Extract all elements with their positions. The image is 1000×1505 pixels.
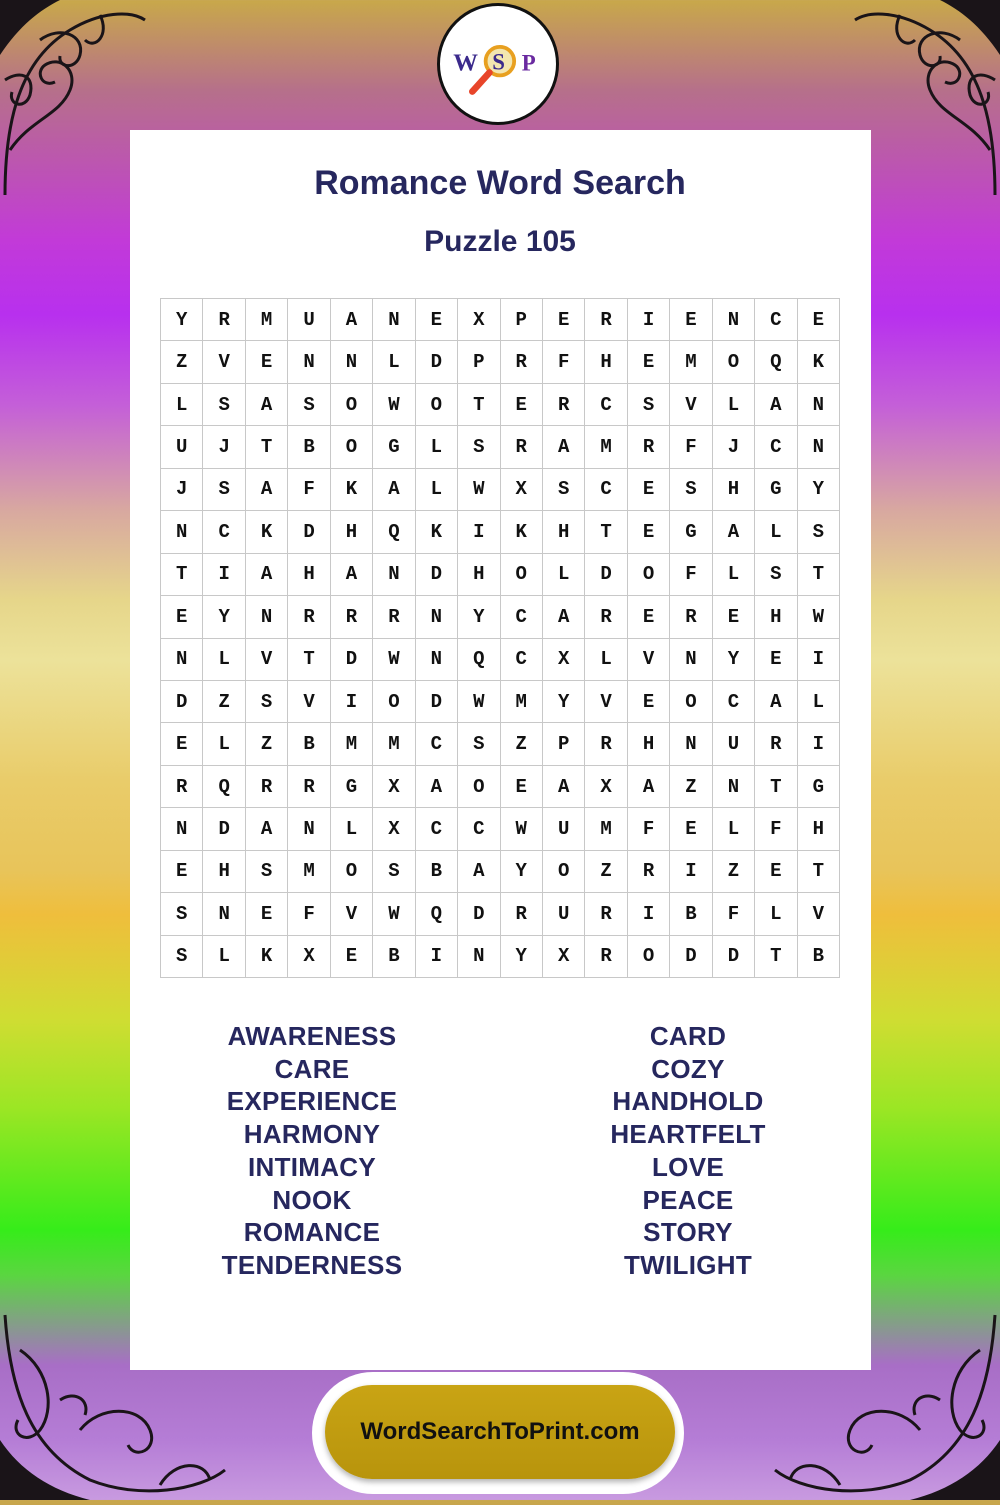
grid-cell[interactable]: C xyxy=(585,384,627,426)
word-list-item: ROMANCE xyxy=(243,1217,381,1248)
grid-cell[interactable]: E xyxy=(670,299,712,341)
grid-cell[interactable]: A xyxy=(373,469,415,511)
grid-cell[interactable]: I xyxy=(203,554,245,596)
grid-cell[interactable]: G xyxy=(755,469,797,511)
grid-cell[interactable]: A xyxy=(246,808,288,850)
grid-cell[interactable]: A xyxy=(543,426,585,468)
grid-cell[interactable]: N xyxy=(373,299,415,341)
grid-cell[interactable]: T xyxy=(585,511,627,553)
word-list-left xyxy=(162,1020,462,1282)
grid-cell[interactable]: E xyxy=(798,299,840,341)
logo-letter-p: P xyxy=(521,50,536,76)
grid-cell[interactable]: P xyxy=(501,299,543,341)
grid-cell[interactable]: L xyxy=(416,426,458,468)
grid-cell[interactable]: H xyxy=(713,469,755,511)
grid-cell[interactable]: R xyxy=(543,384,585,426)
grid-cell[interactable]: W xyxy=(798,596,840,638)
grid-cell[interactable]: N xyxy=(246,596,288,638)
grid-cell[interactable]: L xyxy=(203,639,245,681)
word-list-item: COZY xyxy=(651,1053,725,1084)
word-list-item: TENDERNESS xyxy=(221,1249,403,1280)
grid-cell[interactable]: O xyxy=(628,936,670,978)
grid-cell[interactable]: P xyxy=(543,723,585,765)
grid-cell[interactable]: I xyxy=(628,299,670,341)
grid-cell[interactable]: M xyxy=(585,808,627,850)
grid-cell[interactable]: Q xyxy=(755,341,797,383)
grid-cell[interactable]: T xyxy=(458,384,500,426)
grid-cell[interactable]: R xyxy=(288,596,330,638)
grid-cell[interactable]: F xyxy=(670,554,712,596)
grid-cell[interactable]: O xyxy=(331,426,373,468)
grid-cell[interactable]: E xyxy=(161,723,203,765)
word-list-item: CARE xyxy=(274,1053,350,1084)
grid-cell[interactable]: I xyxy=(670,851,712,893)
grid-cell[interactable]: N xyxy=(161,511,203,553)
grid-cell[interactable]: M xyxy=(373,723,415,765)
grid-cell[interactable]: A xyxy=(755,681,797,723)
grid-cell[interactable]: Q xyxy=(416,893,458,935)
grid-cell[interactable]: C xyxy=(203,511,245,553)
grid-cell[interactable]: L xyxy=(203,936,245,978)
grid-cell[interactable]: D xyxy=(585,554,627,596)
grid-cell[interactable]: V xyxy=(288,681,330,723)
grid-cell[interactable]: T xyxy=(798,851,840,893)
grid-cell[interactable]: X xyxy=(373,766,415,808)
grid-cell[interactable]: O xyxy=(628,554,670,596)
grid-cell[interactable]: V xyxy=(670,384,712,426)
grid-cell[interactable]: N xyxy=(373,554,415,596)
grid-cell[interactable]: L xyxy=(798,681,840,723)
grid-cell[interactable]: R xyxy=(331,596,373,638)
grid-cell[interactable]: K xyxy=(331,469,373,511)
grid-cell[interactable]: R xyxy=(585,299,627,341)
grid-cell[interactable]: R xyxy=(288,766,330,808)
grid-cell[interactable]: B xyxy=(670,893,712,935)
grid-cell[interactable]: S xyxy=(373,851,415,893)
grid-cell[interactable]: L xyxy=(755,893,797,935)
grid-cell[interactable]: S xyxy=(755,554,797,596)
grid-cell[interactable]: F xyxy=(628,808,670,850)
grid-cell[interactable]: K xyxy=(501,511,543,553)
grid-cell[interactable]: V xyxy=(628,639,670,681)
grid-cell[interactable]: E xyxy=(501,766,543,808)
grid-cell[interactable]: N xyxy=(161,639,203,681)
grid-cell[interactable]: A xyxy=(458,851,500,893)
grid-cell[interactable]: S xyxy=(161,936,203,978)
grid-cell[interactable]: N xyxy=(161,808,203,850)
grid-cell[interactable]: R xyxy=(628,426,670,468)
grid-cell[interactable]: S xyxy=(288,384,330,426)
grid-cell[interactable]: L xyxy=(755,511,797,553)
grid-cell[interactable]: F xyxy=(713,893,755,935)
grid-cell[interactable]: N xyxy=(798,384,840,426)
grid-cell[interactable]: H xyxy=(543,511,585,553)
grid-cell[interactable]: A xyxy=(331,554,373,596)
grid-cell[interactable]: R xyxy=(373,596,415,638)
grid-cell[interactable]: W xyxy=(501,808,543,850)
grid-cell[interactable]: R xyxy=(501,341,543,383)
grid-cell[interactable]: N xyxy=(416,639,458,681)
grid-cell[interactable]: L xyxy=(713,554,755,596)
grid-cell[interactable]: S xyxy=(458,426,500,468)
grid-cell[interactable]: W xyxy=(373,384,415,426)
grid-cell[interactable]: N xyxy=(713,299,755,341)
grid-cell[interactable]: A xyxy=(543,596,585,638)
grid-cell[interactable]: N xyxy=(416,596,458,638)
grid-cell[interactable]: L xyxy=(713,384,755,426)
grid-cell[interactable]: H xyxy=(203,851,245,893)
grid-cell[interactable]: I xyxy=(331,681,373,723)
grid-cell[interactable]: W xyxy=(458,469,500,511)
grid-cell[interactable]: L xyxy=(585,639,627,681)
grid-cell[interactable]: V xyxy=(203,341,245,383)
grid-cell[interactable]: C xyxy=(416,723,458,765)
grid-cell[interactable]: C xyxy=(755,426,797,468)
grid-cell[interactable]: R xyxy=(501,426,543,468)
grid-cell[interactable]: K xyxy=(246,511,288,553)
footer-site-label: WordSearchToPrint.com xyxy=(360,1418,640,1445)
grid-cell[interactable]: T xyxy=(161,554,203,596)
grid-cell[interactable]: E xyxy=(713,596,755,638)
puzzle-number: Puzzle 105 xyxy=(424,225,576,258)
page-title: Romance Word Search xyxy=(314,164,686,202)
grid-cell[interactable]: A xyxy=(416,766,458,808)
grid-cell[interactable]: H xyxy=(585,341,627,383)
grid-cell[interactable]: R xyxy=(755,723,797,765)
grid-cell[interactable]: Y xyxy=(203,596,245,638)
grid-cell[interactable]: F xyxy=(755,808,797,850)
word-list-item: INTIMACY xyxy=(247,1151,377,1182)
grid-cell[interactable]: I xyxy=(416,936,458,978)
grid-cell[interactable]: E xyxy=(416,299,458,341)
grid-cell[interactable]: F xyxy=(288,469,330,511)
grid-cell[interactable]: M xyxy=(670,341,712,383)
logo-letter-w: W xyxy=(453,49,479,77)
footer-site-button[interactable] xyxy=(325,1385,675,1479)
grid-cell[interactable]: O xyxy=(458,766,500,808)
grid-cell[interactable]: A xyxy=(246,469,288,511)
grid-cell[interactable]: P xyxy=(458,341,500,383)
grid-cell[interactable]: M xyxy=(331,723,373,765)
word-list-item: AWARENESS xyxy=(227,1021,397,1051)
grid-cell[interactable]: M xyxy=(585,426,627,468)
grid-cell[interactable]: Z xyxy=(670,766,712,808)
grid-cell[interactable]: Z xyxy=(161,341,203,383)
grid-cell[interactable]: C xyxy=(501,639,543,681)
grid-cell[interactable]: W xyxy=(373,639,415,681)
grid-cell[interactable]: A xyxy=(246,384,288,426)
grid-cell[interactable]: Z xyxy=(203,681,245,723)
grid-cell[interactable]: D xyxy=(670,936,712,978)
grid-cell[interactable]: X xyxy=(458,299,500,341)
grid-cell[interactable]: E xyxy=(755,851,797,893)
grid-cell[interactable]: G xyxy=(670,511,712,553)
grid-cell[interactable]: E xyxy=(628,511,670,553)
word-list-item: HEARTFELT xyxy=(610,1119,766,1150)
grid-cell[interactable]: O xyxy=(713,341,755,383)
grid-cell[interactable]: K xyxy=(798,341,840,383)
grid-cell[interactable]: R xyxy=(628,851,670,893)
grid-cell[interactable]: R xyxy=(670,596,712,638)
grid-cell[interactable]: N xyxy=(670,723,712,765)
grid-cell[interactable]: E xyxy=(161,596,203,638)
grid-cell[interactable]: Y xyxy=(501,936,543,978)
grid-cell[interactable]: U xyxy=(713,723,755,765)
grid-cell[interactable]: L xyxy=(713,808,755,850)
grid-cell[interactable]: R xyxy=(246,766,288,808)
grid-cell[interactable]: A xyxy=(331,299,373,341)
word-list-item: CARD xyxy=(649,1021,727,1051)
grid-cell[interactable]: V xyxy=(798,893,840,935)
grid-cell[interactable]: T xyxy=(246,426,288,468)
grid-cell[interactable]: E xyxy=(331,936,373,978)
word-list-right xyxy=(538,1020,838,1282)
grid-cell[interactable]: C xyxy=(458,808,500,850)
grid-cell[interactable]: L xyxy=(543,554,585,596)
grid-cell[interactable]: D xyxy=(203,808,245,850)
grid-cell[interactable]: N xyxy=(288,808,330,850)
grid-cell[interactable]: O xyxy=(501,554,543,596)
grid-cell[interactable]: N xyxy=(670,639,712,681)
grid-cell[interactable]: Q xyxy=(458,639,500,681)
grid-cell[interactable]: I xyxy=(798,723,840,765)
grid-cell[interactable]: D xyxy=(161,681,203,723)
grid-cell[interactable]: E xyxy=(501,384,543,426)
grid-cell[interactable]: N xyxy=(331,341,373,383)
logo-letter-s: S xyxy=(492,49,505,75)
grid-cell[interactable]: L xyxy=(416,469,458,511)
grid-cell[interactable]: B xyxy=(373,936,415,978)
grid-cell[interactable]: U xyxy=(161,426,203,468)
grid-cell[interactable]: K xyxy=(416,511,458,553)
grid-cell[interactable]: G xyxy=(373,426,415,468)
grid-cell[interactable]: T xyxy=(755,936,797,978)
grid-cell[interactable]: W xyxy=(458,681,500,723)
grid-cell[interactable]: N xyxy=(203,893,245,935)
grid-cell[interactable]: O xyxy=(416,384,458,426)
grid-cell[interactable]: D xyxy=(416,681,458,723)
grid-cell[interactable]: H xyxy=(288,554,330,596)
grid-cell[interactable]: Y xyxy=(798,469,840,511)
grid-cell[interactable]: R xyxy=(203,299,245,341)
grid-cell[interactable]: W xyxy=(373,893,415,935)
grid-cell[interactable]: E xyxy=(755,639,797,681)
grid-cell[interactable]: M xyxy=(501,681,543,723)
grid-cell[interactable]: Z xyxy=(585,851,627,893)
grid-cell[interactable]: J xyxy=(161,469,203,511)
grid-cell[interactable]: C xyxy=(755,299,797,341)
grid-cell[interactable]: C xyxy=(585,469,627,511)
grid-cell[interactable]: B xyxy=(416,851,458,893)
grid-cell[interactable]: R xyxy=(585,596,627,638)
grid-cell[interactable]: D xyxy=(288,511,330,553)
grid-cell[interactable]: L xyxy=(331,808,373,850)
grid-cell[interactable]: D xyxy=(458,893,500,935)
grid-cell[interactable]: Y xyxy=(458,596,500,638)
grid-cell[interactable]: D xyxy=(416,341,458,383)
grid-cell[interactable]: R xyxy=(585,723,627,765)
grid-cell[interactable]: Y xyxy=(543,681,585,723)
grid-cell[interactable]: H xyxy=(458,554,500,596)
grid-cell[interactable]: O xyxy=(331,851,373,893)
grid-cell[interactable]: F xyxy=(670,426,712,468)
grid-cell[interactable]: F xyxy=(543,341,585,383)
grid-cell[interactable]: R xyxy=(585,893,627,935)
grid-cell[interactable]: H xyxy=(798,808,840,850)
grid-cell[interactable]: L xyxy=(373,341,415,383)
grid-cell[interactable]: E xyxy=(246,341,288,383)
grid-cell[interactable]: Q xyxy=(373,511,415,553)
grid-cell[interactable]: D xyxy=(416,554,458,596)
grid-cell[interactable]: S xyxy=(161,893,203,935)
grid-cell[interactable]: I xyxy=(628,893,670,935)
word-list-item: PEACE xyxy=(642,1184,734,1215)
grid-cell[interactable]: J xyxy=(203,426,245,468)
grid-cell[interactable]: O xyxy=(670,681,712,723)
grid-cell[interactable]: E xyxy=(628,341,670,383)
letter-grid[interactable] xyxy=(160,298,840,978)
grid-cell[interactable]: U xyxy=(288,299,330,341)
grid-cell[interactable]: C xyxy=(501,596,543,638)
grid-cell[interactable]: S xyxy=(458,723,500,765)
grid-cell[interactable]: A xyxy=(246,554,288,596)
grid-cell[interactable]: S xyxy=(246,681,288,723)
grid-cell[interactable]: N xyxy=(798,426,840,468)
word-list-item: EXPERIENCE xyxy=(226,1086,398,1117)
grid-cell[interactable]: M xyxy=(246,299,288,341)
grid-cell[interactable]: X xyxy=(288,936,330,978)
word-list-item: STORY xyxy=(643,1217,733,1248)
grid-cell[interactable]: N xyxy=(713,766,755,808)
grid-cell[interactable]: X xyxy=(585,766,627,808)
grid-cell[interactable]: U xyxy=(543,893,585,935)
grid-cell[interactable]: N xyxy=(458,936,500,978)
grid-cell[interactable]: D xyxy=(713,936,755,978)
grid-cell[interactable]: S xyxy=(543,469,585,511)
grid-cell[interactable]: M xyxy=(288,851,330,893)
grid-cell[interactable]: S xyxy=(628,384,670,426)
word-list-item: TWILIGHT xyxy=(623,1249,753,1280)
grid-cell[interactable]: A xyxy=(543,766,585,808)
grid-cell[interactable]: V xyxy=(331,893,373,935)
grid-cell[interactable]: Z xyxy=(501,723,543,765)
grid-cell[interactable]: B xyxy=(288,723,330,765)
grid-cell[interactable]: J xyxy=(713,426,755,468)
grid-cell[interactable]: E xyxy=(628,681,670,723)
grid-cell[interactable]: E xyxy=(246,893,288,935)
grid-cell[interactable]: S xyxy=(670,469,712,511)
grid-cell[interactable]: S xyxy=(798,511,840,553)
word-list-item: NOOK xyxy=(272,1184,352,1215)
grid-cell[interactable]: A xyxy=(755,384,797,426)
grid-cell[interactable]: O xyxy=(543,851,585,893)
grid-cell[interactable]: D xyxy=(331,639,373,681)
grid-cell[interactable]: R xyxy=(161,766,203,808)
grid-cell[interactable]: H xyxy=(331,511,373,553)
grid-cell[interactable]: B xyxy=(288,426,330,468)
grid-cell[interactable]: E xyxy=(628,469,670,511)
grid-cell[interactable]: Y xyxy=(501,851,543,893)
grid-cell[interactable]: G xyxy=(798,766,840,808)
grid-cell[interactable]: F xyxy=(288,893,330,935)
grid-cell[interactable]: X xyxy=(543,936,585,978)
grid-cell[interactable]: A xyxy=(628,766,670,808)
grid-cell[interactable]: G xyxy=(331,766,373,808)
grid-cell[interactable]: R xyxy=(585,936,627,978)
grid-cell[interactable]: Z xyxy=(713,851,755,893)
grid-cell[interactable]: T xyxy=(288,639,330,681)
grid-cell[interactable]: S xyxy=(246,851,288,893)
grid-cell[interactable]: O xyxy=(373,681,415,723)
grid-cell[interactable]: Y xyxy=(713,639,755,681)
grid-cell[interactable]: V xyxy=(246,639,288,681)
grid-cell[interactable]: E xyxy=(670,808,712,850)
grid-cell[interactable]: I xyxy=(458,511,500,553)
grid-cell[interactable]: I xyxy=(798,639,840,681)
grid-cell[interactable]: C xyxy=(713,681,755,723)
grid-cell[interactable]: N xyxy=(288,341,330,383)
grid-cell[interactable]: T xyxy=(755,766,797,808)
word-list-item: HARMONY xyxy=(243,1119,381,1150)
grid-cell[interactable]: S xyxy=(203,384,245,426)
grid-cell[interactable]: Z xyxy=(246,723,288,765)
grid-cell[interactable]: B xyxy=(798,936,840,978)
grid-cell[interactable]: O xyxy=(331,384,373,426)
word-list-item: LOVE xyxy=(652,1151,724,1182)
grid-cell[interactable]: X xyxy=(501,469,543,511)
grid-cell[interactable]: Y xyxy=(161,299,203,341)
grid-cell[interactable]: H xyxy=(628,723,670,765)
grid-cell[interactable]: L xyxy=(161,384,203,426)
word-list-item: HANDHOLD xyxy=(612,1086,764,1117)
grid-cell[interactable]: X xyxy=(373,808,415,850)
grid-cell[interactable]: E xyxy=(543,299,585,341)
grid-cell[interactable]: X xyxy=(543,639,585,681)
grid-cell[interactable]: V xyxy=(585,681,627,723)
grid-cell[interactable]: E xyxy=(161,851,203,893)
grid-cell[interactable]: R xyxy=(501,893,543,935)
grid-cell[interactable]: A xyxy=(713,511,755,553)
grid-cell[interactable]: U xyxy=(543,808,585,850)
grid-cell[interactable]: S xyxy=(203,469,245,511)
wsp-logo xyxy=(437,3,559,125)
grid-cell[interactable]: L xyxy=(203,723,245,765)
grid-cell[interactable]: T xyxy=(798,554,840,596)
grid-cell[interactable]: H xyxy=(755,596,797,638)
grid-cell[interactable]: E xyxy=(628,596,670,638)
grid-cell[interactable]: C xyxy=(416,808,458,850)
grid-cell[interactable]: K xyxy=(246,936,288,978)
grid-cell[interactable]: Q xyxy=(203,766,245,808)
